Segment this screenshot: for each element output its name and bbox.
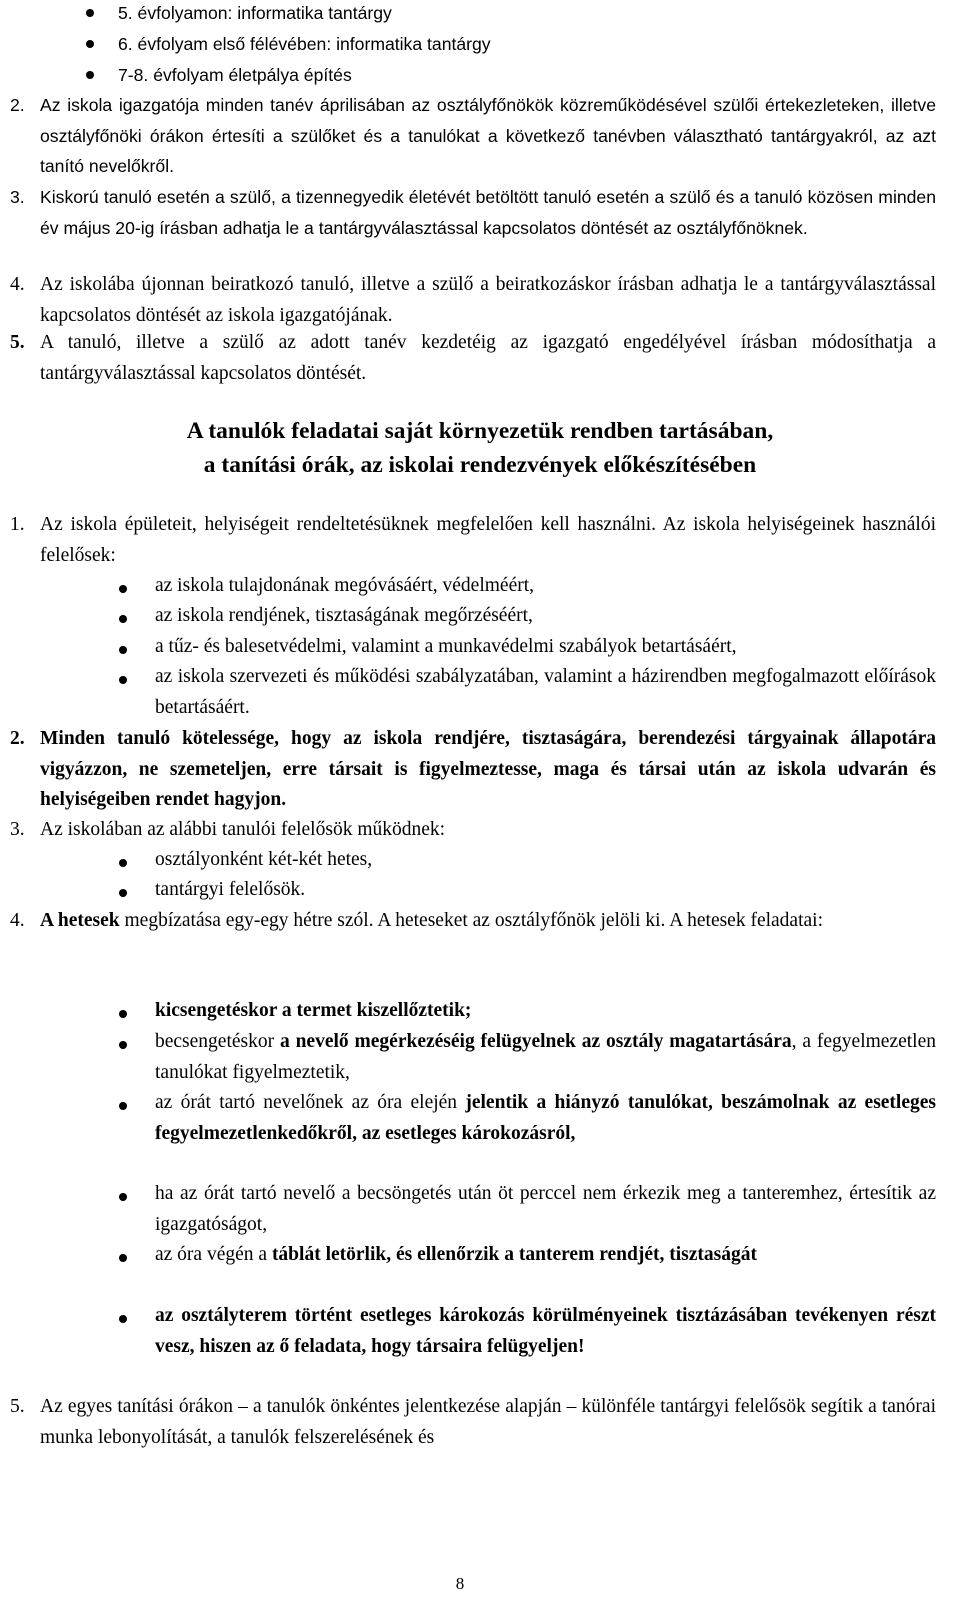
section-heading-line-2: a tanítási órák, az iskolai rendezvények előkészítésében bbox=[203, 452, 757, 478]
list-number: 5. bbox=[10, 332, 25, 353]
section2-item-1-bullet-3: a tűz- és balesetvédelmi, valamint a munkavédelmi szabályok betartásáért, bbox=[155, 636, 737, 657]
section1-item-4: Az iskolába újonnan beiratkozó tanuló, illetve a szülő a beiratkozáskor írásban adhatja le a tantárgyválasztással kapcsolatos döntését az iskola igazgatójának. bbox=[40, 274, 936, 326]
list-number: 4. bbox=[10, 274, 25, 295]
hetes-task-5-plain: az óra végén a bbox=[155, 1244, 272, 1265]
page-number: 8 bbox=[455, 1574, 465, 1593]
top-bullet-1: 5. évfolyamon: informatika tantárgy bbox=[118, 3, 392, 23]
hetes-task-2-tail: , a fegyelmezetlen tanulókat figyelmeztetik, bbox=[155, 1031, 936, 1083]
hetes-task-1 bbox=[155, 996, 936, 1027]
section2-item-3-bullet-2: tantárgyi felelősök. bbox=[155, 879, 306, 900]
bullet-dot bbox=[119, 859, 127, 867]
top-bullet-3: 7-8. évfolyam életpálya építés bbox=[118, 65, 352, 85]
section2-item-3-bullet-1: osztályonként két-két hetes, bbox=[155, 849, 373, 870]
section2-item-2: Minden tanuló kötelessége, hogy az iskola rendjére, tisztaságára, berendezési tárgyainak állapotára vigyázzon, ne szemeteljen, erre társait is figyelmeztesse, maga és társai után az iskola udvarán és helyiségeiben rendet hagyjon. bbox=[40, 728, 936, 810]
section2-item-1-bullet-1: az iskola tulajdonának megóvásáért, védelméért, bbox=[155, 575, 535, 596]
bullet-dot bbox=[119, 615, 127, 623]
section1-item-2: Az iskola igazgatója minden tanév áprilisában az osztályfőnökök közreműködésével szülői értekezleteken, illetve osztályfőnöki órákon értesíti a szülőket és a tanulókat a következő tanévben választható tantárgyakról, az azt tanító nevelőkről. bbox=[40, 95, 936, 176]
list-number: 3. bbox=[10, 819, 25, 840]
section2-item-1: Az iskola épületeit, helyiségeit rendeltetésüknek megfelelően kell használni. Az iskola helyiségeinek használói felelősek: bbox=[40, 514, 936, 566]
bullet-dot bbox=[119, 1193, 127, 1201]
bullet-dot bbox=[119, 646, 127, 654]
list-number: 1. bbox=[10, 514, 25, 535]
hetes-task-2-bold: a nevelő megérkezéséig felügyelnek az osztály magatartására bbox=[279, 1031, 792, 1052]
hetesek-text: megbízatása egy-egy hétre szól. A heteseket az osztályfőnök jelöli ki. A hetesek feladatai: bbox=[119, 910, 823, 931]
section1-item-3: Kiskorú tanuló esetén a szülő, a tizennegyedik életévét betöltött tanuló esetén a szülő és a tanuló közösen minden év május 20-ig írásban adhatja le a tantárgyválasztással kapcsolatos döntését az osztályfőnöknek. bbox=[40, 187, 936, 238]
hetes-task-4-plain: ha az órát tartó nevelő a becsöngetés után öt perccel nem érkezik meg a tanteremhez, értesítik az igazgatóságot, bbox=[155, 1183, 936, 1235]
hetes-task-6 bbox=[155, 1301, 936, 1362]
bullet-dot bbox=[86, 40, 94, 48]
bullet-dot bbox=[119, 1254, 127, 1262]
section2-item-1-bullet-2: az iskola rendjének, tisztaságának megőrzéséért, bbox=[155, 605, 533, 626]
hetes-task-4 bbox=[155, 1179, 936, 1240]
section2-item-3: Az iskolában az alábbi tanulói felelősök működnek: bbox=[40, 819, 446, 840]
hetes-task-2 bbox=[155, 1027, 936, 1088]
hetes-task-2-plain: becsengetéskor bbox=[155, 1031, 280, 1052]
list-number: 5. bbox=[10, 1396, 25, 1417]
bullet-dot bbox=[86, 9, 94, 17]
bullet-dot bbox=[119, 1010, 127, 1018]
hetes-task-3-bold: jelentik a hiányzó tanulókat, beszámolnak az esetleges fegyelmezetlenkedőkről, az esetleges károkozásról, bbox=[155, 1092, 936, 1144]
hetes-task-3 bbox=[155, 1088, 936, 1149]
list-number: 2. bbox=[10, 728, 25, 749]
list-number: 4. bbox=[10, 910, 25, 931]
section1-item-5: A tanuló, illetve a szülő az adott tanév kezdetéig az igazgató engedélyével írásban módosíthatja a tantárgyválasztással kapcsolatos döntését. bbox=[40, 332, 936, 384]
hetes-task-6-bold: az osztályterem történt esetleges károkozás körülményeinek tisztázásában tevékenyen részt vesz, hiszen az ő feladata, hogy társaira felügyeljen! bbox=[155, 1305, 936, 1357]
bullet-dot bbox=[119, 585, 127, 593]
bullet-dot bbox=[119, 1315, 127, 1323]
hetes-task-1-bold: kicsengetéskor a termet kiszellőztetik; bbox=[155, 1000, 472, 1021]
section-heading-line-1: A tanulók feladatai saját környezetük rendben tartásában, bbox=[186, 418, 774, 444]
hetes-task-5-bold: táblát letörlik, és ellenőrzik a tanterem rendjét, tisztaságát bbox=[271, 1244, 757, 1265]
list-number: 2. bbox=[10, 95, 25, 115]
list-number: 3. bbox=[10, 187, 25, 207]
hetes-task-5 bbox=[155, 1240, 936, 1271]
bullet-dot bbox=[119, 676, 127, 684]
hetes-task-3-plain: az órát tartó nevelőnek az óra elején bbox=[155, 1092, 466, 1113]
section2-item-5: Az egyes tanítási órákon – a tanulók önkéntes jelentkezése alapján – különféle tantárgyi felelősök segítik a tanórai munka lebonyolítását, a tanulók felszerelésének és bbox=[40, 1396, 936, 1448]
bullet-dot bbox=[119, 1102, 127, 1110]
top-bullet-2: 6. évfolyam első félévében: informatika tantárgy bbox=[118, 34, 491, 54]
bullet-dot bbox=[119, 889, 127, 897]
hetesek-lead: A hetesek bbox=[40, 910, 120, 931]
section2-item-4 bbox=[40, 906, 936, 937]
section2-item-1-bullet-4: az iskola szervezeti és működési szabályzatában, valamint a házirendben megfogalmazott előírások betartásáért. bbox=[155, 666, 936, 718]
bullet-dot bbox=[119, 1041, 127, 1049]
bullet-dot bbox=[86, 71, 94, 79]
